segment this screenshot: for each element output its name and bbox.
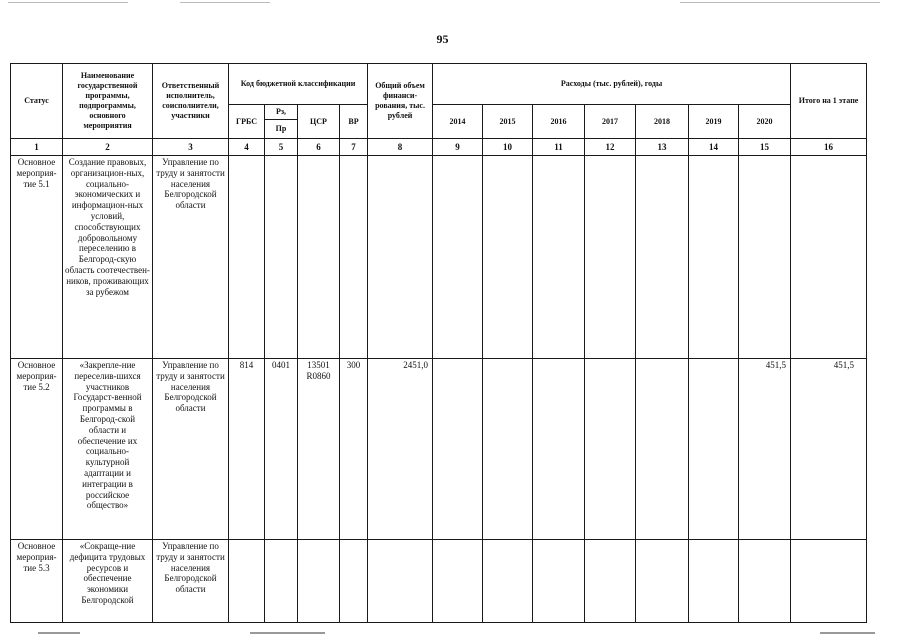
column-number: 5 [265, 139, 298, 156]
row-year-2014 [433, 156, 483, 359]
row-vr [340, 540, 368, 623]
row-year-2018 [636, 359, 689, 540]
row-year-2014 [433, 540, 483, 623]
top-scan-rule-middle [180, 2, 270, 3]
table-row [11, 359, 867, 540]
row-year-2020: 451,5 [739, 359, 791, 540]
header-grbs: ГРБС [229, 105, 265, 139]
table-row [11, 156, 867, 359]
column-number: 1 [11, 139, 63, 156]
column-number: 6 [298, 139, 340, 156]
row-year-2018 [636, 540, 689, 623]
top-scan-rule-right [680, 2, 880, 3]
column-number: 8 [368, 139, 433, 156]
header-year-2019: 2019 [689, 105, 739, 139]
row-year-2019 [689, 359, 739, 540]
header-year-2017: 2017 [585, 105, 636, 139]
column-number: 11 [533, 139, 585, 156]
row-total-funding [368, 540, 433, 623]
header-vr: ВР [340, 105, 368, 139]
table-row [11, 540, 867, 623]
column-number: 12 [585, 139, 636, 156]
header-pr: Пр [265, 120, 298, 139]
row-responsible: Управление по труду и занятости населения Белгородской области [153, 540, 229, 623]
header-budget-code: Код бюджетной классификации [229, 64, 368, 105]
header-expenses: Расходы (тыс. рублей), годы [433, 64, 791, 105]
row-status: Основное мероприя-тие 5.1 [11, 156, 63, 359]
row-stage-total [791, 540, 867, 623]
header-name: Наименование государственной программы, подпрограммы, основного мероприятия [63, 64, 153, 139]
row-name: «Закрепле-ние переселив-шихся участников Государст-венной программы в Белгород-ской области и обеспечение их социально-культурной адаптации и интеграции в российское общество» [63, 359, 153, 540]
column-number: 10 [483, 139, 533, 156]
row-vr [340, 156, 368, 359]
row-year-2015 [483, 359, 533, 540]
row-year-2015 [483, 156, 533, 359]
row-csr: 13501 R0860 [298, 359, 340, 540]
page-number: 95 [436, 32, 449, 46]
header-csr: ЦСР [298, 105, 340, 139]
row-responsible: Управление по труду и занятости населения Белгородской области [153, 156, 229, 359]
row-year-2020 [739, 540, 791, 623]
row-csr [298, 156, 340, 359]
row-rz-pr: 0401 [265, 359, 298, 540]
row-grbs [229, 540, 265, 623]
row-responsible: Управление по труду и занятости населения Белгородской области [153, 359, 229, 540]
row-rz-pr [265, 156, 298, 359]
row-name: «Сокраще-ние дефицита трудовых ресурсов и обеспечение экономики Белгородской [63, 540, 153, 623]
row-stage-total [791, 156, 867, 359]
row-year-2019 [689, 156, 739, 359]
header-responsible: Ответственный исполнитель, соисполнители, участники [153, 64, 229, 139]
row-total-funding [368, 156, 433, 359]
header-year-2016: 2016 [533, 105, 585, 139]
row-grbs [229, 156, 265, 359]
row-year-2016 [533, 156, 585, 359]
column-number: 16 [791, 139, 867, 156]
row-year-2014 [433, 359, 483, 540]
row-stage-total: 451,5 [791, 359, 867, 540]
row-year-2017 [585, 359, 636, 540]
row-year-2017 [585, 540, 636, 623]
row-vr: 300 [340, 359, 368, 540]
row-year-2018 [636, 156, 689, 359]
bottom-scan-rule-middle [250, 632, 325, 634]
header-stage-total: Итого на 1 этапе [791, 64, 867, 139]
column-number: 3 [153, 139, 229, 156]
column-number: 15 [739, 139, 791, 156]
header-rz: Рз, [265, 105, 298, 120]
header-year-2015: 2015 [483, 105, 533, 139]
header-status: Статус [11, 64, 63, 139]
row-name: Создание правовых, организацион-ных, социально-экономических и информацион-ных условий, способствующих добровольному переселению в Белгород-скую область соотечествен-ников, проживающих за рубежом [63, 156, 153, 359]
row-grbs: 814 [229, 359, 265, 540]
row-total-funding: 2451,0 [368, 359, 433, 540]
header-year-2020: 2020 [739, 105, 791, 139]
bottom-scan-rule-right [820, 632, 875, 634]
column-number: 4 [229, 139, 265, 156]
row-year-2016 [533, 359, 585, 540]
header-year-2018: 2018 [636, 105, 689, 139]
row-status: Основное мероприя-тие 5.2 [11, 359, 63, 540]
row-rz-pr [265, 540, 298, 623]
header-year-2014: 2014 [433, 105, 483, 139]
bottom-scan-rule-left [38, 632, 80, 634]
top-scan-rule-left [8, 2, 128, 3]
row-year-2020 [739, 156, 791, 359]
row-year-2017 [585, 156, 636, 359]
column-number: 14 [689, 139, 739, 156]
row-year-2019 [689, 540, 739, 623]
header-total-funding: Общий объем финанси-рования, тыс. рублей [368, 64, 433, 139]
column-number: 13 [636, 139, 689, 156]
column-number: 7 [340, 139, 368, 156]
budget-table [10, 63, 867, 623]
row-status: Основное мероприя-тие 5.3 [11, 540, 63, 623]
row-year-2015 [483, 540, 533, 623]
column-number: 9 [433, 139, 483, 156]
row-csr [298, 540, 340, 623]
row-year-2016 [533, 540, 585, 623]
column-number: 2 [63, 139, 153, 156]
